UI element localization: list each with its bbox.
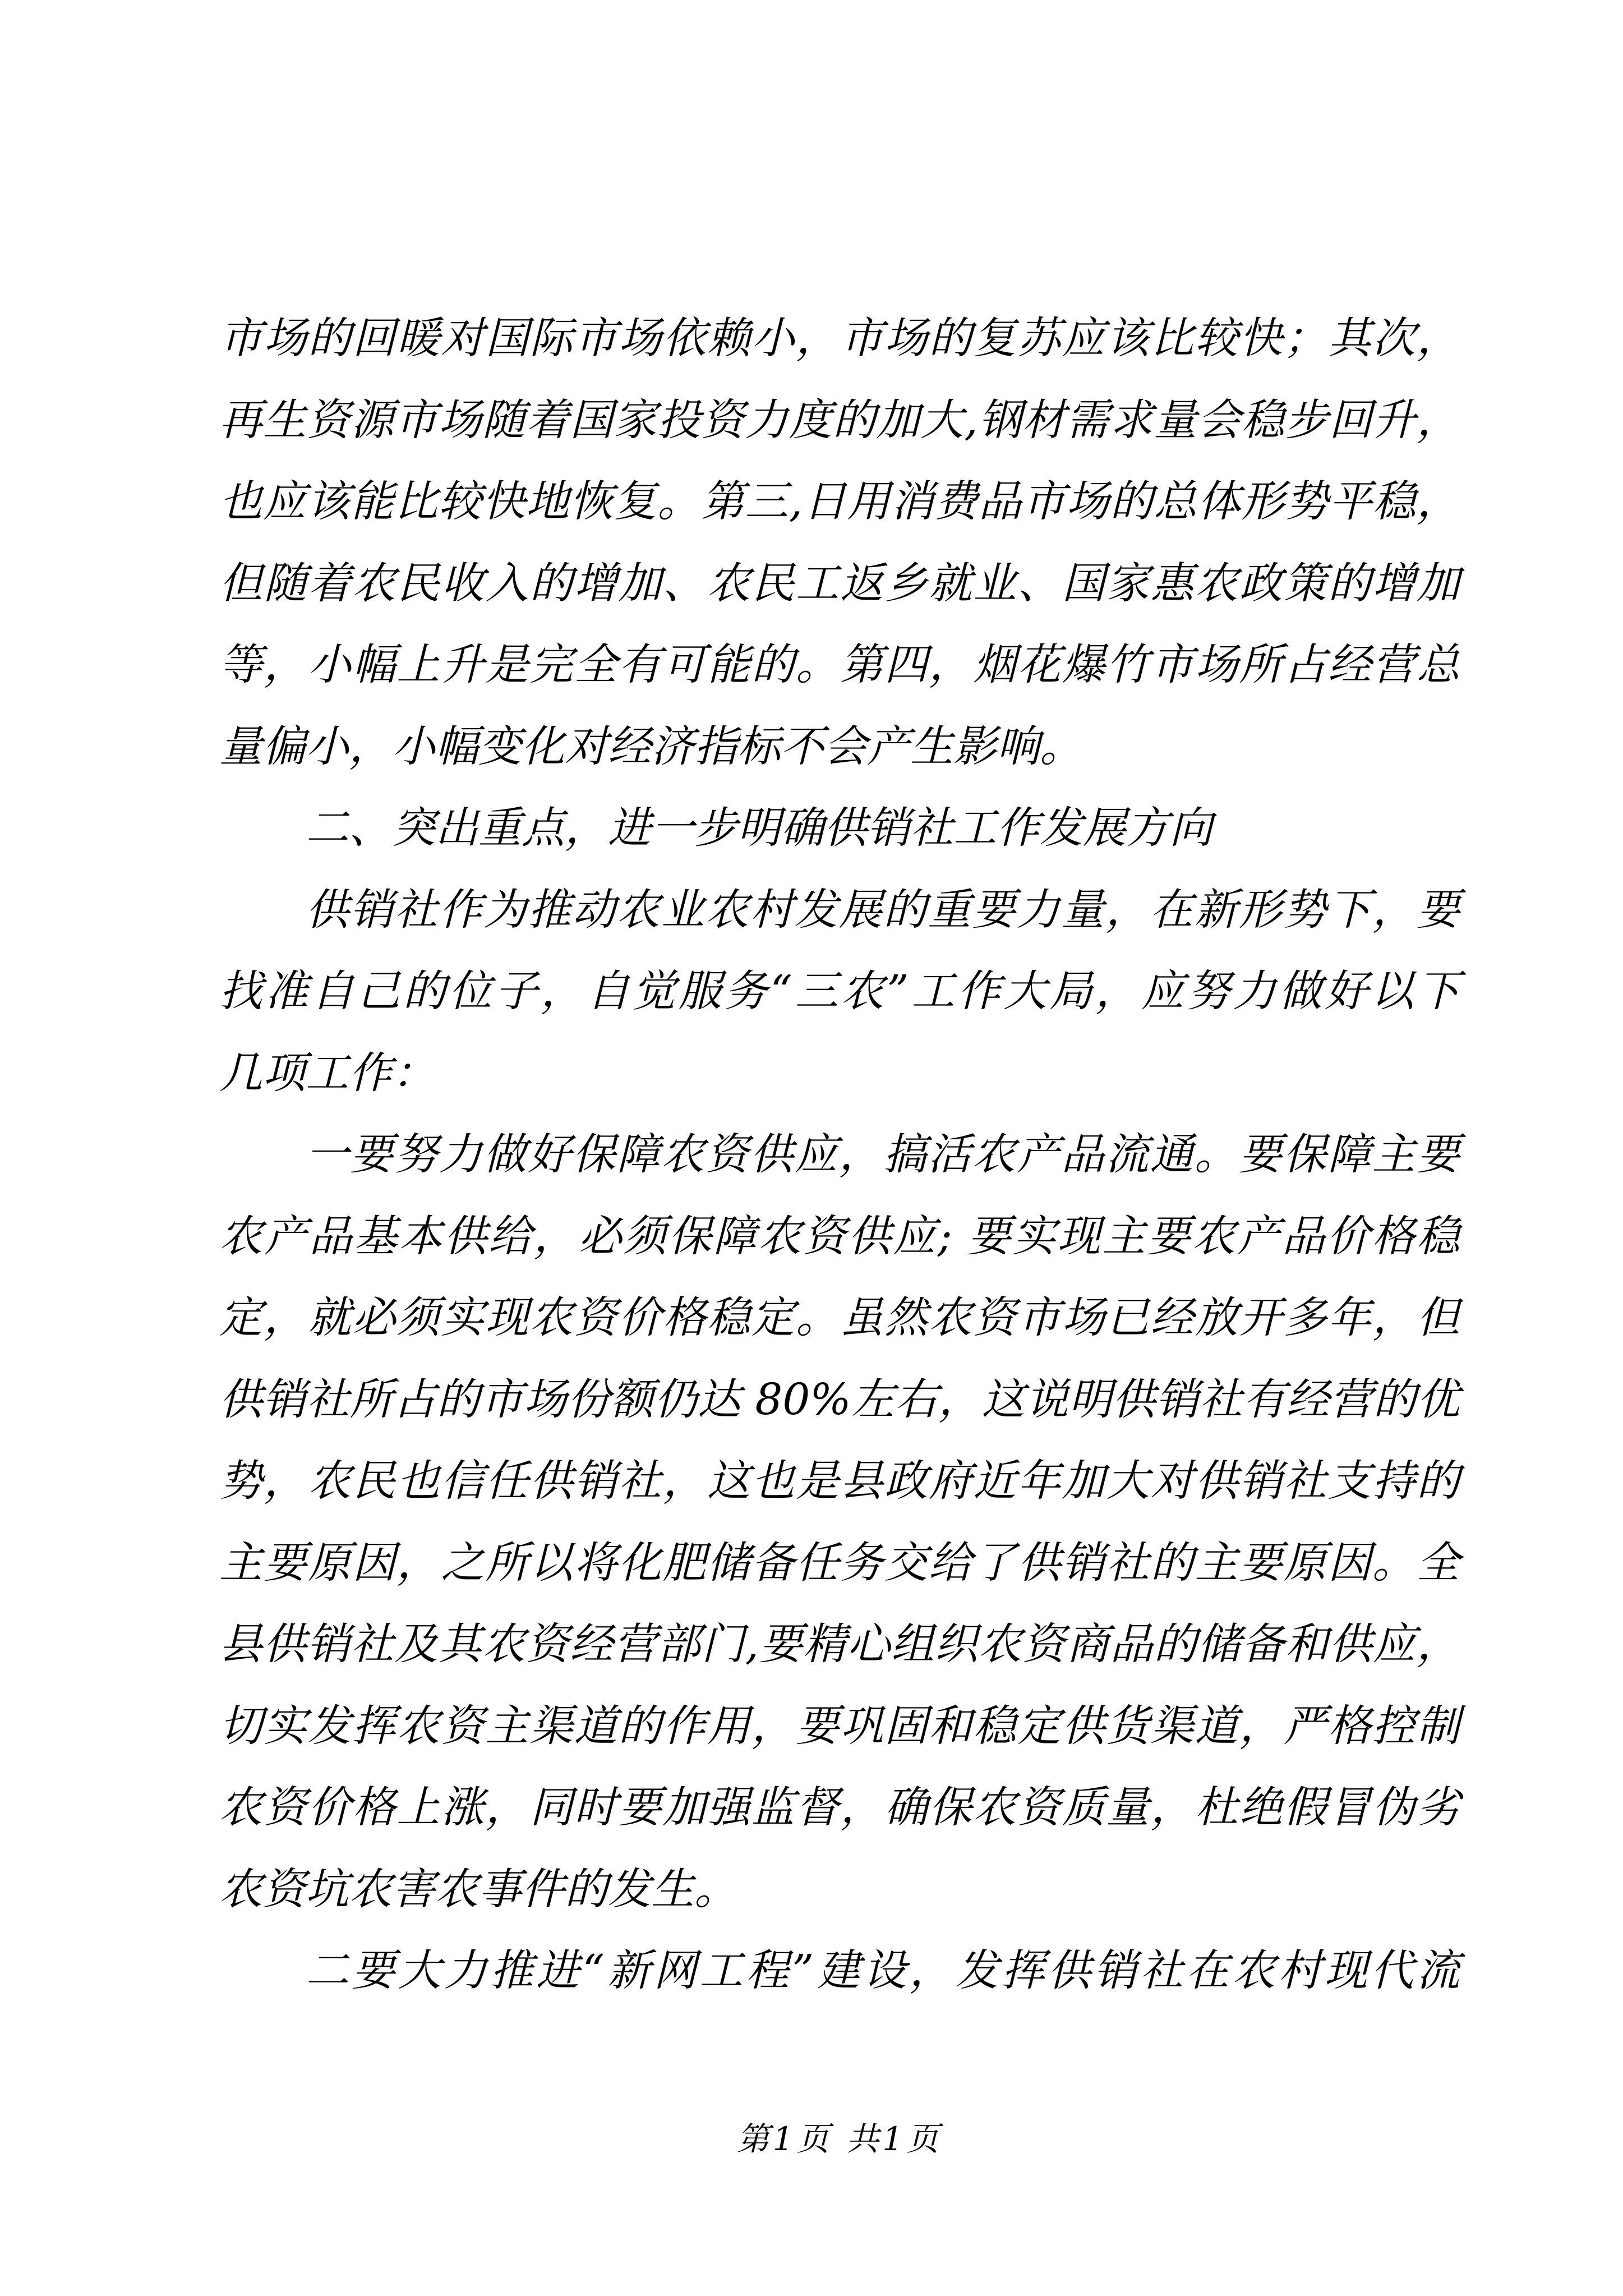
text-line: 找准自己的位子，自觉服务“三农”工作大局，应努力做好以下: [219, 967, 1460, 1016]
text-line: 势，农民也信任供销社，这也是县政府近年加大对供销社支持的: [219, 1456, 1460, 1506]
text-line: 几项工作：: [219, 1048, 435, 1098]
text-line: 县供销社及其农资经营部门,要精心组织农资商品的储备和供应，: [219, 1619, 1460, 1669]
text-line: 量偏小，小幅变化对经济指标不会产生影响。: [219, 721, 1083, 772]
text-line: 但随着农民收入的增加、农民工返乡就业、国家惠农政策的增加: [219, 558, 1460, 609]
text-line: 主要原因，之所以将化肥储备任务交给了供销社的主要原因。全: [219, 1538, 1460, 1588]
text-line: 供销社作为推动农业农村发展的重要力量，在新形势下，要: [306, 885, 1460, 935]
page-number-label: 第1页 共1页: [736, 2120, 943, 2158]
text-line: 农资价格上涨，同时要加强监督，确保农资质量，杜绝假冒伪劣: [219, 1783, 1460, 1833]
page-footer: [219, 2119, 1460, 2159]
text-line: 供销社所占的市场份额仍达 80%左右，这说明供销社有经营的优: [219, 1374, 1460, 1425]
text-line: 也应该能比较快地恢复。第三,日用消费品市场的总体形势平稳，: [219, 477, 1460, 527]
text-line: 农产品基本供给，必须保障农资供应; 要实现主要农产品价格稳: [219, 1211, 1460, 1262]
document-body: [219, 298, 1460, 2012]
text-line: 定，就必须实现农资价格稳定。虽然农资市场已经放开多年，但: [219, 1293, 1460, 1343]
text-line: 农资坑农害农事件的发生。: [219, 1864, 737, 1915]
text-line: 等，小幅上升是完全有可能的。第四，烟花爆竹市场所占经营总: [219, 640, 1460, 690]
text-line: 一要努力做好保障农资供应，搞活农产品流通。要保障主要: [306, 1130, 1460, 1180]
text-line: 市场的回暖对国际市场依赖小，市场的复苏应该比较快；其次，: [219, 314, 1460, 364]
text-line: 二要大力推进“新网工程”建设，发挥供销社在农村现代流: [306, 1946, 1460, 1996]
text-line: 二、突出重点，进一步明确供销社工作发展方向: [306, 803, 1212, 853]
text-line: 切实发挥农资主渠道的作用，要巩固和稳定供货渠道，严格控制: [219, 1701, 1460, 1751]
text-line: 再生资源市场随着国家投资力度的加大,钢材需求量会稳步回升，: [219, 395, 1460, 445]
